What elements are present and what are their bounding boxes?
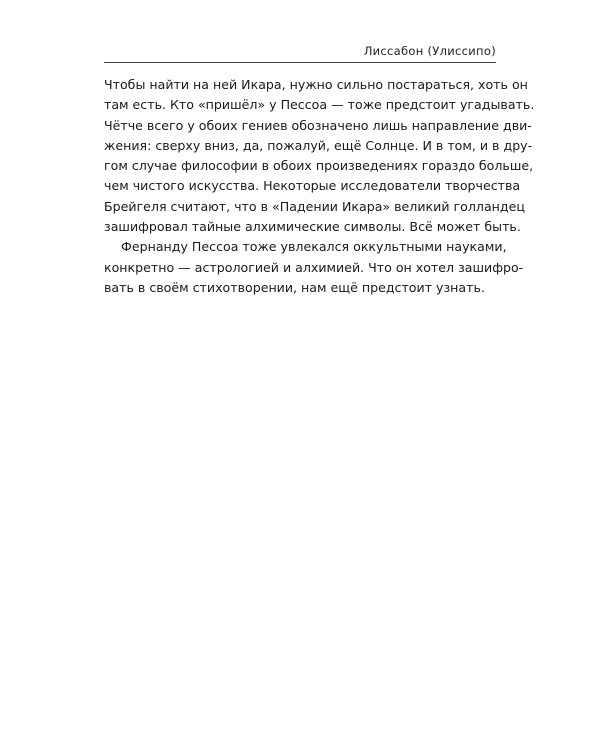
text-line: конкретно — астрологией и алхимией. Что он хотел зашифро- <box>104 259 524 275</box>
paragraph-2 <box>104 237 524 298</box>
paragraph-1 <box>104 75 535 237</box>
text-line: Чётче всего у обоих гениев обозначено лишь направление дви- <box>104 117 532 133</box>
text-line: Чтобы найти на ней Икара, нужно сильно постараться, хоть он <box>104 77 528 92</box>
body-text <box>104 75 535 298</box>
text-line: Фернанду Пессоа тоже увлекался оккультными науками, <box>121 239 507 255</box>
text-line: чем чистого искусства. Некоторые исследователи творчества <box>104 178 521 194</box>
running-head-title: Лиссабон (Улиссипо) <box>363 44 496 58</box>
text-line: там есть. Кто «пришёл» у Пессоа — тоже предстоит угадывать. <box>104 97 535 113</box>
text-line: жения: сверху вниз, да, пожалуй, ещё Солнце. И в том, и в дру- <box>104 137 533 153</box>
text-line: зашифровал тайные алхимические символы. Всё может быть. <box>104 219 521 235</box>
text-line: гом случае философии в обоих произведениях гораздо больше, <box>104 158 534 174</box>
text-line: Брейгеля считают, что в «Падении Икара» великий голландец <box>104 198 525 214</box>
text-line: вать в своём стихотворении, нам ещё предстоит узнать. <box>104 279 485 295</box>
header-rule <box>104 62 496 63</box>
